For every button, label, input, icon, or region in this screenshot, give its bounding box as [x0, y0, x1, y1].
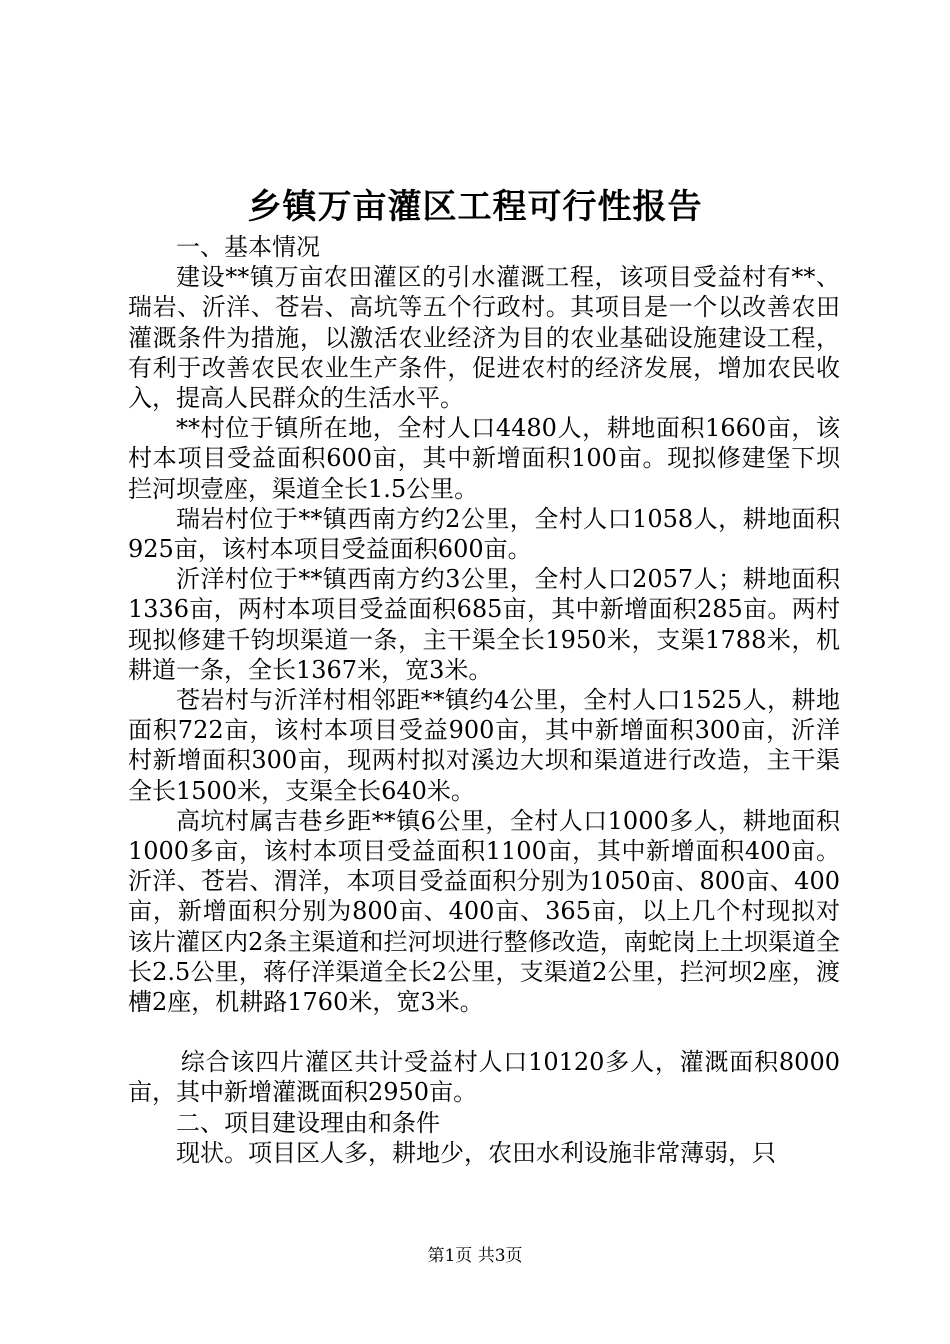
paragraph-yiyang-village: 沂洋村位于**镇西南方约3公里，全村人口2057人；耕地面积1336亩，两村本项目受益面积685亩，其中新增面积285亩。两村现拟修建千钧坝渠道一条，主干渠全长1950米，支渠1788米，机耕道一条，全长1367米，宽3米。	[128, 565, 840, 684]
page-number: 第1页 共3页	[427, 1246, 523, 1266]
paragraph-project-overview: 建设**镇万亩农田灌区的引水灌溉工程，该项目受益村有**、瑞岩、沂洋、苍岩、高坑等五个行政村。其项目是一个以改善农田灌溉条件为措施，以激活农业经济为目的农业基础设施建设工程，有利于改善农民农业生产条件，促进农村的经济发展，增加农民收入，提高人民群众的生活水平。	[128, 263, 840, 413]
section-heading-reasons: 二、项目建设理由和条件	[176, 1108, 440, 1137]
paragraph-gaokeng-village: 高坑村属吉巷乡距**镇6公里，全村人口1000多人，耕地面积1000多亩，该村本项目受益面积1100亩，其中新增面积400亩。沂洋、苍岩、渭洋，本项目受益面积分别为1050亩、800亩、400亩，新增面积分别为800亩、400亩、365亩，以上几个村现拟对该片灌区内2条主渠道和拦河坝进行整修改造，南蛇岗上土坝渠道全长2.5公里，蒋仔洋渠道全长2公里，支渠道2公里，拦河坝2座，渡槽2座，机耕路1760米，宽3米。	[128, 806, 840, 1017]
document-title: 乡镇万亩灌区工程可行性报告	[247, 187, 703, 227]
paragraph-cangyan-village: 苍岩村与沂洋村相邻距**镇约4公里，全村人口1525人，耕地面积722亩，该村本项目受益900亩，其中新增面积300亩，沂洋村新增面积300亩，现两村拟对溪边大坝和渠道进行改造，主干渠全长1500米，支渠全长640米。	[128, 686, 840, 805]
section-heading-basic-info: 一、基本情况	[176, 233, 320, 261]
paragraph-current-status: 现状。项目区人多，耕地少，农田水利设施非常薄弱，只	[176, 1138, 776, 1167]
paragraph-ruiyan-village: 瑞岩村位于**镇西南方约2公里，全村人口1058人，耕地面积925亩，该村本项目受益面积600亩。	[128, 504, 840, 564]
paragraph-summary: 综合该四片灌区共计受益村人口10120多人，灌溉面积8000亩，其中新增灌溉面积2950亩。	[128, 1048, 840, 1107]
paragraph-village-1: **村位于镇所在地，全村人口4480人，耕地面积1660亩，该村本项目受益面积600亩，其中新增面积100亩。现拟修建堡下坝拦河坝壹座，渠道全长1.5公里。	[128, 414, 840, 503]
document-body	[128, 232, 840, 1168]
